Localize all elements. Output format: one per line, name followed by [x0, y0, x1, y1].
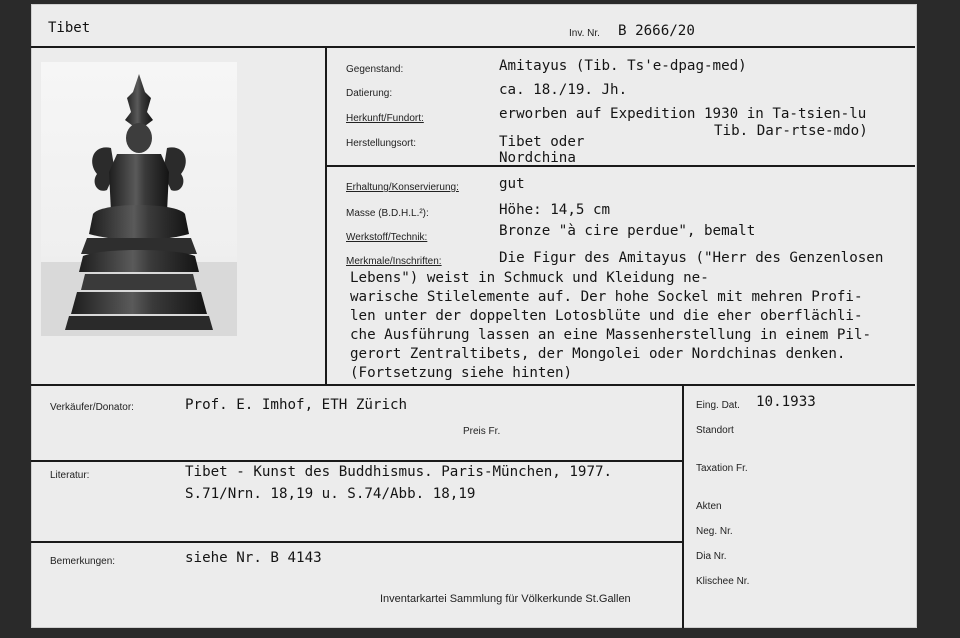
merkmale-label: Merkmale/Inschriften: — [346, 256, 442, 267]
merkmale-line: len unter der doppelten Lotosblüte und die eher oberflächli- — [350, 308, 863, 324]
erhaltung-value: gut — [499, 176, 525, 192]
literatur-label: Literatur: — [50, 470, 90, 481]
inventory-card — [31, 4, 917, 628]
merkmale-line: Die Figur des Amitayus ("Herr des Genzenlosen — [499, 250, 884, 266]
object-photo — [41, 62, 237, 336]
datierung-label: Datierung: — [346, 88, 393, 99]
standort-label: Standort — [696, 425, 734, 436]
werkstoff-value: Bronze "à cire perdue", bemalt — [499, 223, 756, 239]
merkmale-line: che Ausführung lassen an eine Massenherstellung in einem Pil- — [350, 327, 872, 343]
divider — [31, 46, 915, 48]
literatur-line-1: Tibet - Kunst des Buddhismus. Paris-München, 1977. — [185, 464, 613, 480]
verkaeufer-value: Prof. E. Imhof, ETH Zürich — [185, 397, 408, 413]
masse-value: Höhe: 14,5 cm — [499, 202, 611, 218]
herstellungsort-label: Herstellungsort: — [346, 138, 417, 149]
herstellungsort-value-2: Nordchina — [499, 150, 576, 166]
preis-label: Preis Fr. — [463, 426, 501, 437]
inv-label: Inv. Nr. — [569, 28, 600, 39]
merkmale-line: (Fortsetzung siehe hinten) — [350, 365, 573, 381]
divider — [31, 460, 683, 462]
region-title: Tibet — [48, 20, 91, 36]
divider — [326, 165, 915, 167]
inv-number: B 2666/20 — [618, 23, 695, 39]
divider — [31, 384, 915, 386]
merkmale-line: warische Stilelemente auf. Der hohe Sockel mit mehren Profi- — [350, 289, 863, 305]
divider — [682, 385, 684, 628]
herkunft-value-1: erworben auf Expedition 1930 in Ta-tsien-lu — [499, 106, 867, 122]
verkaeufer-label: Verkäufer/Donator: — [50, 402, 134, 413]
taxation-label: Taxation Fr. — [696, 463, 748, 474]
herkunft-value-2: Tib. Dar-rtse-mdo) — [714, 123, 868, 139]
akten-label: Akten — [696, 501, 722, 512]
herkunft-label: Herkunft/Fundort: — [346, 113, 424, 124]
gegenstand-label: Gegenstand: — [346, 64, 404, 75]
herstellungsort-value-1: Tibet oder — [499, 134, 585, 150]
bemerkungen-label: Bemerkungen: — [50, 556, 116, 567]
werkstoff-label: Werkstoff/Technik: — [346, 232, 428, 243]
bemerkungen-value: siehe Nr. B 4143 — [185, 550, 322, 566]
gegenstand-value: Amitayus (Tib. Ts'e-dpag-med) — [499, 58, 747, 74]
neg-label: Neg. Nr. — [696, 526, 733, 537]
buddha-figure-image — [41, 62, 237, 336]
divider — [325, 47, 327, 386]
erhaltung-label: Erhaltung/Konservierung: — [346, 182, 459, 193]
footer-text: Inventarkartei Sammlung für Völkerkunde St.Gallen — [380, 593, 631, 605]
masse-label: Masse (B.D.H.L.²): — [346, 208, 429, 219]
datierung-value: ca. 18./19. Jh. — [499, 82, 628, 98]
eing-label: Eing. Dat. — [696, 400, 740, 411]
dia-label: Dia Nr. — [696, 551, 727, 562]
eing-value: 10.1933 — [756, 394, 816, 410]
divider — [31, 541, 683, 543]
klischee-label: Klischee Nr. — [696, 576, 750, 587]
literatur-line-2: S.71/Nrn. 18,19 u. S.74/Abb. 18,19 — [185, 486, 476, 502]
merkmale-line: Lebens") weist in Schmuck und Kleidung ne- — [350, 270, 709, 286]
merkmale-line: gerort Zentraltibets, der Mongolei oder Nordchinas denken. — [350, 346, 846, 362]
